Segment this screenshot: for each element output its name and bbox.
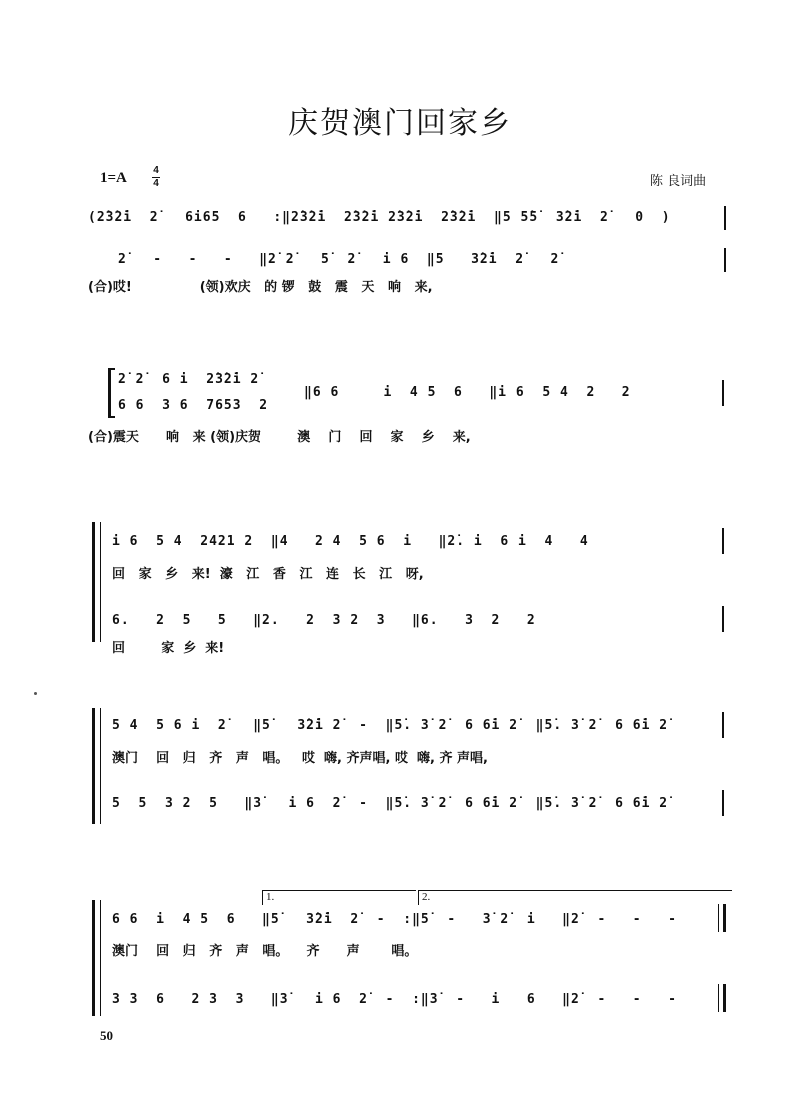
system-line: [100, 522, 101, 642]
final-barline: [723, 904, 726, 932]
line4-lower-lyrics: 回 家 乡 来!: [112, 641, 225, 656]
page-number: 50: [100, 1028, 113, 1043]
barline: [724, 248, 726, 272]
barline: [722, 712, 724, 738]
line2-lyrics: (合)哎! (领)欢庆 的 锣 鼓 震 天 响 来,: [88, 280, 433, 295]
system-line: [100, 708, 101, 824]
song-title: 庆贺澳门回家乡: [288, 106, 512, 141]
key-signature: 1=A: [100, 170, 127, 186]
line5-lower-notes: 5 5 3 2 5 ‖3̇ i 6 2̇ - ‖5̇. 3̇ 2̇ 6 6̇i 2̇ ‖5̇. 3̇ 2̇ 6 6̇i 2̇: [112, 796, 669, 811]
system-bracket: [92, 522, 95, 642]
line3-lower-notes: 6 6 3 6 7653 2: [118, 398, 269, 413]
line4-upper-notes: i 6 5 4 2421 2 ‖4 2 4 5 6 i ‖2̇. i 6 i 4 4: [112, 534, 589, 549]
line4-upper-lyrics: 回 家 乡 来! 濠 江 香 江 连 长 江 呀,: [112, 567, 424, 582]
line6-upper-notes: 6 6 i 4 5 6 ‖5̇ 3̇2̇i 2̇ - :‖5̇ - 3̇ 2̇ i ‖2̇ - - -: [112, 912, 677, 927]
barline: [722, 790, 724, 816]
line5-upper-lyrics: 澳门 回 归 齐 声 唱。 哎 嗨, 齐声唱, 哎 嗨, 齐 声唱,: [112, 751, 488, 766]
line1-notes: (2̇3̇2̇i 2̇ 6i65 6 :‖2̇3̇2̇i 2̇3̇2̇i 2̇3̇2̇i 2̇3̇2̇i ‖5 5̇5̇ 3̇2̇i 2̇ 0 ): [88, 210, 671, 225]
time-signature-top: 4: [153, 165, 159, 176]
final-barline-thin: [718, 904, 719, 932]
barline: [722, 606, 724, 632]
volta-second-ending: 2.: [418, 890, 732, 905]
system-bracket: [92, 900, 95, 1016]
final-barline: [723, 984, 726, 1012]
barline: [722, 528, 724, 554]
line5-upper-notes: 5 4 5 6 i 2̇ ‖5̇ 3̇2̇i 2̇ - ‖5̇. 3̇ 2̇ 6 6̇i 2̇ ‖5̇. 3̇ 2̇ 6 6̇i 2̇: [112, 718, 669, 733]
line6-upper-lyrics: 澳门 回 归 齐 声 唱。 齐 声 唱。: [112, 944, 418, 959]
final-barline-thin: [718, 984, 719, 1012]
system-bracket: [92, 708, 95, 824]
time-signature-bottom: 4: [153, 178, 159, 189]
line3-lyrics: (合)震天 响 来 (领)庆贺 澳 门 回 家 乡 来,: [88, 430, 471, 445]
line3-upper-notes: 2̇ 2̇ 6 i 2̇3̇2̇i 2̇: [118, 372, 260, 387]
time-signature: [152, 166, 160, 189]
line4-lower-notes: 6. 2 5 5 ‖2. 2 3 2 3 ‖6. 3 2 2: [112, 613, 536, 628]
scan-speck: [34, 692, 37, 695]
system-line: [100, 900, 101, 1016]
volta-first-ending: 1.: [262, 890, 416, 905]
chord-brace: [108, 368, 115, 418]
line6-lower-notes: 3 3 6 2 3 3 ‖3̇ i 6 2̇ - :‖3̇ - i 6 ‖2̇ - - -: [112, 992, 677, 1007]
line3-main-notes: ‖6 6 i 4 5 6 ‖i 6 5 4 2 2: [304, 385, 631, 400]
barline: [724, 206, 726, 230]
composer-credit: 陈 良词曲: [650, 174, 707, 189]
line2-notes: 2̇ - - - ‖2̇ 2̇ 5̇ 2̇ i 6 ‖5 3̇2̇i 2̇ 2̇: [118, 252, 560, 267]
barline: [722, 380, 724, 406]
